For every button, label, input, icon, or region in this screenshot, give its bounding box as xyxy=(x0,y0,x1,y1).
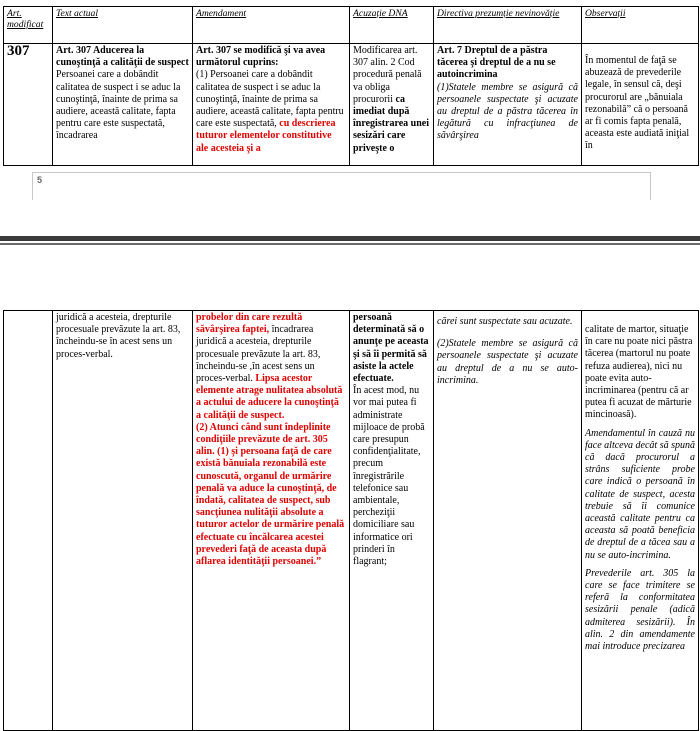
page-number: 5 xyxy=(37,175,43,185)
amendament-red-paragraph: (2) Atunci când sunt îndeplinite condiţiile prevăzute de art. 305 alin. (1) şi persoana faţă de care există bănuiala rezonabilă este cunoscută, organul de urmărire penală va aduce la cunoştinţă, de îndată, calitatea de suspect, sub sancţiunea nulităţii absolute a tuturor actelor de urmărire penală efectuate cu încălcarea acestei prevederi faţă de aceasta după aflarea identităţii persoanei.” xyxy=(196,421,345,568)
document-page-top xyxy=(0,0,700,200)
observatii-body: În momentul de faţă se abuzează de prevederile legale, în sensul că, deşi procurorul are „bănuiala rezonabilă” că o persoană ar fi comis fapta penală, aceasta este audiată iniţial în xyxy=(585,55,690,152)
article-number-cell xyxy=(4,44,53,166)
amendament-cell xyxy=(193,44,350,166)
dna-cell xyxy=(350,311,434,731)
amendament-red-text: Lipsa acestor elemente atrage nulitatea absolută a actului de aducere la cunoştinţă a calităţii de suspect. xyxy=(196,373,343,421)
table-row xyxy=(4,311,699,731)
page-break-rule-thin xyxy=(0,243,700,245)
directiva-title: Art. 7 Dreptul de a păstra tăcerea şi dreptul de a nu se autoincrimina xyxy=(437,45,556,81)
directiva-cell xyxy=(434,311,582,731)
directiva-body: (2)Statele membre se asigură că persoanele suspectate şi acuzate au dreptul de a nu se auto-incrimina. xyxy=(437,338,578,386)
dna-text: În acest mod, nu vor mai putea fi administrate mijloace de probă care presupun confidenţialitate, precum înregistrările telefonice sau ambientale, percheziţii domiciliare sau informatice ori prinderi în flagrant; xyxy=(353,385,425,568)
header-text-actual: Text actual xyxy=(53,7,193,44)
text-actual-cell xyxy=(53,44,193,166)
observatii-text: calitate de martor, situaţie în care nu poate nici păstra tăcerea (martorul nu poate refuza audierea), nici nu poate evita auto-incriminarea (pentru că ar putea fi acuzat de mărturie mincinoasă). xyxy=(585,324,693,421)
dna-cell xyxy=(350,44,434,166)
document-page-bottom xyxy=(0,310,700,719)
directiva-body: (1)Statele membre se asigură că persoanele suspectate şi acuzate au dreptul de a păstra tăcerea în legătură cu infracţiunea de săvârşirea xyxy=(437,81,578,142)
header-observatii: Observații xyxy=(582,7,699,44)
text-actual-title: Art. 307 Aducerea la cunoştinţă a calităţii de suspect xyxy=(56,45,189,69)
article-number: 307 xyxy=(7,43,30,59)
page-gap xyxy=(0,200,700,310)
page-break-rule xyxy=(0,236,700,241)
article-number-cell xyxy=(4,311,53,731)
dna-text-bold: persoană determinată să o anunţe pe aceasta şi să îi permită să asiste la actele efectuate. xyxy=(353,312,429,385)
text-actual-cell xyxy=(53,311,193,731)
directiva-cell xyxy=(434,44,582,166)
dna-text-bold: ca imediat după înregistrarea unei sesizări care priveşte o xyxy=(353,93,430,154)
table-row xyxy=(4,44,699,166)
table-header-row xyxy=(4,7,699,44)
text-actual-body: Persoanei care a dobândit calitatea de suspect i se aduc la cunoştinţă, înainte de prima sa audiere, această calitate, fapta pentru care este suspectată, încadrarea xyxy=(56,69,181,142)
header-art-modificat: Art. modificat xyxy=(4,7,53,44)
observatii-cell xyxy=(582,44,699,166)
observatii-text: Prevederile art. 305 la care se face trimitere se referă la conformitatea sesizării penale (adică admiterea sesizării). În alin. 2 din amendamente mai introduce precizarea xyxy=(585,567,695,653)
text-actual-body: juridică a acesteia, drepturile procesuale prevăzute la art. 83, încheindu-se în acest sens un proces-verbal. xyxy=(56,312,181,360)
header-amendament: Amendament xyxy=(193,7,350,44)
amendament-body: încadrarea juridică a acesteia, drepturile procesuale prevăzute la art. 83, încheindu-se ,în acest sens un proces-verbal. xyxy=(196,324,321,385)
directiva-body: cărei sunt suspectate sau acuzate. xyxy=(437,316,573,327)
amendments-table-top xyxy=(3,6,699,166)
page-footer-box xyxy=(32,172,651,202)
header-directiva: Directiva prezumție nevinovăție xyxy=(434,7,582,44)
observatii-text: Amendamentul în cauză nu face altceva decât să spună că dacă procurorul a strâns suficiente probe care indică o persoană în calitate de suspect, acesta trebuie să îi comunice această calitate pentru ca aceasta să poată beneficia de dreptul de a tăcea sau a nu se auto-incrimina. xyxy=(585,427,695,561)
amendament-red-text: probelor din care rezultă săvârşirea faptei, xyxy=(196,312,303,336)
amendament-title: Art. 307 se modifică şi va avea următorul cuprins: xyxy=(196,45,326,69)
amendments-table-bottom xyxy=(3,310,699,731)
amendament-cell xyxy=(193,311,350,731)
amendament-red-text: cu descrierea tuturor elementelor constitutive ale acesteia şi a xyxy=(196,118,336,154)
header-acuzatie-dna: Acuzație DNA xyxy=(350,7,434,44)
observatii-cell xyxy=(582,311,699,731)
amendament-body: (1) Persoanei care a dobândit calitatea de suspect i se aduc la cunoştinţă, înainte de prima sa audiere, această calitate, fapta pentru care este suspectată, xyxy=(196,69,344,130)
dna-text: Modificarea art. 307 alin. 2 Cod procedură penală va obliga procurorii xyxy=(353,45,422,105)
